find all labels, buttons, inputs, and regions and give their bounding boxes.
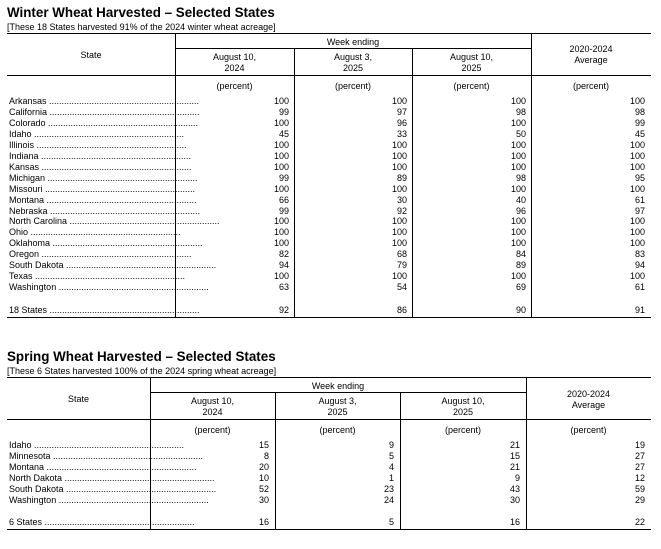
state-name-text: Washington xyxy=(9,494,57,505)
table-cell: 100 xyxy=(510,139,526,150)
table-cell: 27 xyxy=(634,461,645,472)
leader-dots: ............................................................ xyxy=(62,472,215,483)
unit-label: (percent) xyxy=(334,81,371,91)
table-cell: 89 xyxy=(515,260,526,271)
leader-dots: ............................................................ xyxy=(56,494,209,505)
total-value: 91 xyxy=(634,305,645,315)
table-cell: 21 xyxy=(509,440,520,450)
table-cell: 21 xyxy=(509,461,520,472)
col4-header-line2: Average xyxy=(574,55,608,65)
state-name-text: Illinois xyxy=(9,139,35,150)
table-cell: 79 xyxy=(396,260,407,271)
state-name-text: North Dakota xyxy=(9,472,63,483)
table-cell: 9 xyxy=(388,440,394,450)
leader-dots: ............................................................ xyxy=(63,483,217,494)
table-cell: 100 xyxy=(510,216,526,227)
table-cell: 59 xyxy=(634,483,645,494)
leader-dots: ............................................................ xyxy=(56,282,209,293)
table-cell: 30 xyxy=(258,494,269,505)
table-cell: 97 xyxy=(396,106,407,117)
table-cell: 100 xyxy=(510,227,526,238)
table-cell: 99 xyxy=(634,117,645,128)
state-name xyxy=(9,472,215,484)
table-cell: 100 xyxy=(273,183,289,194)
state-name-text: Nebraska xyxy=(9,205,48,216)
table-cell: 52 xyxy=(258,483,269,494)
total-value: 90 xyxy=(515,305,526,315)
col1-header-line2: 2024 xyxy=(202,407,223,417)
col3-header-line1: August 10, xyxy=(441,396,485,406)
table-cell: 30 xyxy=(396,194,407,205)
leader-dots: ............................................................ xyxy=(32,271,186,282)
state-name-text: North Carolina xyxy=(9,216,68,227)
table-cell: 89 xyxy=(396,172,407,183)
table-cell: 5 xyxy=(388,450,394,461)
table-cell: 100 xyxy=(273,216,289,227)
total-label-text: 18 States xyxy=(9,305,48,315)
table-cell: 24 xyxy=(383,494,394,505)
table-cell: 100 xyxy=(273,117,289,128)
table-rule xyxy=(7,529,651,530)
table-cell: 96 xyxy=(396,117,407,128)
state-name-text: Kansas xyxy=(9,161,40,172)
leader-dots: ............................................................ xyxy=(42,183,196,194)
table-cell: 100 xyxy=(273,238,289,249)
table-cell: 100 xyxy=(391,271,407,282)
state-name-text: Michigan xyxy=(9,172,46,183)
table-cell: 33 xyxy=(396,128,407,139)
table-cell: 100 xyxy=(629,216,645,227)
state-name-text: South Dakota xyxy=(9,483,64,494)
leader-dots: ............................................................ xyxy=(45,172,198,183)
table-cell: 100 xyxy=(273,161,289,172)
table-cell: 45 xyxy=(634,128,645,139)
state-name xyxy=(9,483,217,495)
table-cell: 19 xyxy=(634,440,645,450)
state-name xyxy=(9,450,204,462)
table-cell: 92 xyxy=(396,205,407,216)
table-cell: 82 xyxy=(278,249,289,260)
table-cell: 100 xyxy=(510,117,526,128)
state-name xyxy=(9,461,197,473)
table-cell: 100 xyxy=(629,150,645,161)
leader-dots: ............................................................ xyxy=(39,249,192,260)
leader-dots: ............................................................ xyxy=(50,450,204,461)
col1-header-line1: August 10, xyxy=(190,396,235,406)
table-cell: 45 xyxy=(278,128,289,139)
state-name-text: Colorado xyxy=(9,117,46,128)
table-cell: 27 xyxy=(634,450,645,461)
table-cell: 100 xyxy=(273,227,289,238)
leader-dots: ............................................................ xyxy=(67,216,220,227)
week-ending-header: Week ending xyxy=(311,381,365,391)
leader-dots: ............................................................ xyxy=(39,161,192,172)
table-cell: 9 xyxy=(514,472,520,483)
table-cell: 63 xyxy=(278,282,289,293)
state-name-text: Oklahoma xyxy=(9,238,51,249)
table-cell: 100 xyxy=(391,216,407,227)
table-cell: 100 xyxy=(273,96,289,106)
total-label xyxy=(9,517,195,528)
table-rule xyxy=(150,392,526,393)
unit-label: (percent) xyxy=(216,81,253,91)
total-value: 92 xyxy=(278,305,289,315)
unit-label: (percent) xyxy=(319,425,356,435)
col2-header-line1: August 3, xyxy=(333,52,373,62)
table-cell: 99 xyxy=(278,205,289,216)
leader-dots: ............................................................ xyxy=(42,517,195,527)
state-name-text: Washington xyxy=(9,282,57,293)
state-name-text: Arkansas xyxy=(9,96,47,106)
table-cell: 100 xyxy=(510,183,526,194)
table-cell: 94 xyxy=(634,260,645,271)
total-value: 16 xyxy=(258,517,269,527)
total-value: 5 xyxy=(388,517,394,527)
table-cell: 100 xyxy=(629,238,645,249)
state-name-text: Texas xyxy=(9,271,33,282)
table-cell: 61 xyxy=(634,194,645,205)
table-cell: 10 xyxy=(258,472,269,483)
col3-header-line2: 2025 xyxy=(452,407,474,417)
leader-dots: ............................................................ xyxy=(47,106,200,117)
table-cell: 40 xyxy=(515,194,526,205)
total-value: 22 xyxy=(634,517,645,527)
col1-header-line1: August 10, xyxy=(212,52,257,62)
state-name-text: Minnesota xyxy=(9,450,51,461)
leader-dots: ............................................................ xyxy=(44,461,197,472)
table-cell: 94 xyxy=(278,260,289,271)
col1-header-line2: 2024 xyxy=(224,63,245,73)
table-cell: 100 xyxy=(391,238,407,249)
table-cell: 29 xyxy=(634,494,645,505)
table-cell: 100 xyxy=(391,150,407,161)
state-name-text: Ohio xyxy=(9,227,29,238)
state-name-text: Missouri xyxy=(9,183,43,194)
state-header: State xyxy=(80,50,102,60)
col4-header-line1: 2020-2024 xyxy=(569,44,613,54)
table-cell: 98 xyxy=(634,106,645,117)
table-cell: 83 xyxy=(634,249,645,260)
col4-header-line2: Average xyxy=(571,400,606,410)
col3-header-line2: 2025 xyxy=(461,63,482,73)
table-cell: 100 xyxy=(273,150,289,161)
table-cell: 30 xyxy=(509,494,520,505)
table-cell: 100 xyxy=(391,227,407,238)
table-cell: 100 xyxy=(629,183,645,194)
leader-dots: ............................................................ xyxy=(38,150,192,161)
col4-header-line1: 2020-2024 xyxy=(566,389,611,399)
unit-label: (percent) xyxy=(444,425,481,435)
state-name-text: Idaho xyxy=(9,440,32,450)
total-label-text: 6 States xyxy=(9,517,43,527)
unit-label: (percent) xyxy=(572,81,609,91)
table-cell: 100 xyxy=(510,238,526,249)
week-ending-header: Week ending xyxy=(326,37,380,47)
table-cell: 15 xyxy=(258,440,269,450)
table-cell: 99 xyxy=(278,106,289,117)
col2-header-line2: 2025 xyxy=(327,407,348,417)
table-cell: 100 xyxy=(629,227,645,238)
spring-subtitle: [These 6 States harvested 100% of the 2024 spring wheat acreage] xyxy=(7,366,277,376)
state-name xyxy=(9,440,185,451)
winter-title: Winter Wheat Harvested – Selected States xyxy=(7,5,275,20)
table-cell: 69 xyxy=(515,282,526,293)
table-cell: 100 xyxy=(273,271,289,282)
leader-dots: ............................................................ xyxy=(50,238,203,249)
table-cell: 100 xyxy=(510,96,526,106)
state-header: State xyxy=(67,394,89,404)
table-cell: 12 xyxy=(634,472,645,483)
unit-label: (percent) xyxy=(194,425,231,435)
table-cell: 100 xyxy=(391,96,407,106)
table-cell: 100 xyxy=(391,183,407,194)
table-cell: 15 xyxy=(509,450,520,461)
table-cell: 8 xyxy=(263,450,269,461)
table-cell: 100 xyxy=(629,139,645,150)
table-cell: 54 xyxy=(396,282,407,293)
unit-label: (percent) xyxy=(453,81,490,91)
table-cell: 68 xyxy=(396,249,407,260)
col2-header-line1: August 3, xyxy=(318,396,357,406)
table-cell: 100 xyxy=(391,139,407,150)
unit-label: (percent) xyxy=(570,425,607,435)
table-cell: 50 xyxy=(515,128,526,139)
table-cell: 61 xyxy=(634,282,645,293)
table-cell: 100 xyxy=(629,96,645,106)
state-name-text: Montana xyxy=(9,461,45,472)
table-rule xyxy=(7,419,651,420)
state-name-text: Indiana xyxy=(9,150,39,161)
col3-header-line1: August 10, xyxy=(449,52,494,62)
col2-header-line2: 2025 xyxy=(342,63,364,73)
table-cell: 97 xyxy=(634,205,645,216)
leader-dots: ............................................................ xyxy=(28,227,181,238)
total-value: 16 xyxy=(509,517,520,527)
total-value: 86 xyxy=(396,305,407,315)
table-cell: 1 xyxy=(388,472,394,483)
table-cell: 100 xyxy=(391,161,407,172)
leader-dots: ............................................................ xyxy=(31,440,185,450)
table-cell: 4 xyxy=(388,461,394,472)
state-name-text: Idaho xyxy=(9,128,32,139)
state-name xyxy=(9,494,209,506)
state-name-text: California xyxy=(9,106,48,117)
table-cell: 99 xyxy=(278,172,289,183)
table-cell: 43 xyxy=(509,483,520,494)
table-cell: 98 xyxy=(515,106,526,117)
table-cell: 100 xyxy=(629,271,645,282)
table-cell: 20 xyxy=(258,461,269,472)
spring-title: Spring Wheat Harvested – Selected States xyxy=(7,349,276,364)
table-cell: 100 xyxy=(273,139,289,150)
table-cell: 84 xyxy=(515,249,526,260)
table-cell: 100 xyxy=(510,150,526,161)
table-cell: 98 xyxy=(515,172,526,183)
state-name-text: Montana xyxy=(9,194,45,205)
winter-subtitle: [These 18 States harvested 91% of the 2024 winter wheat acreage] xyxy=(7,22,276,32)
state-name-text: Oregon xyxy=(9,249,40,260)
table-cell: 100 xyxy=(510,271,526,282)
table-cell: 100 xyxy=(510,161,526,172)
leader-dots: ............................................................ xyxy=(63,260,217,271)
table-rule xyxy=(7,377,651,378)
table-cell: 66 xyxy=(278,194,289,205)
leader-dots: ............................................................ xyxy=(34,139,187,150)
leader-dots: ............................................................ xyxy=(46,96,200,106)
leader-dots: ............................................................ xyxy=(31,128,185,139)
leader-dots: ............................................................ xyxy=(47,205,201,216)
table-cell: 96 xyxy=(515,205,526,216)
table-cell: 23 xyxy=(383,483,394,494)
leader-dots: ............................................................ xyxy=(45,117,199,128)
leader-dots: ............................................................ xyxy=(47,305,200,315)
leader-dots: ............................................................ xyxy=(44,194,197,205)
state-name-text: South Dakota xyxy=(9,260,64,271)
table-cell: 100 xyxy=(629,161,645,172)
table-cell: 95 xyxy=(634,172,645,183)
